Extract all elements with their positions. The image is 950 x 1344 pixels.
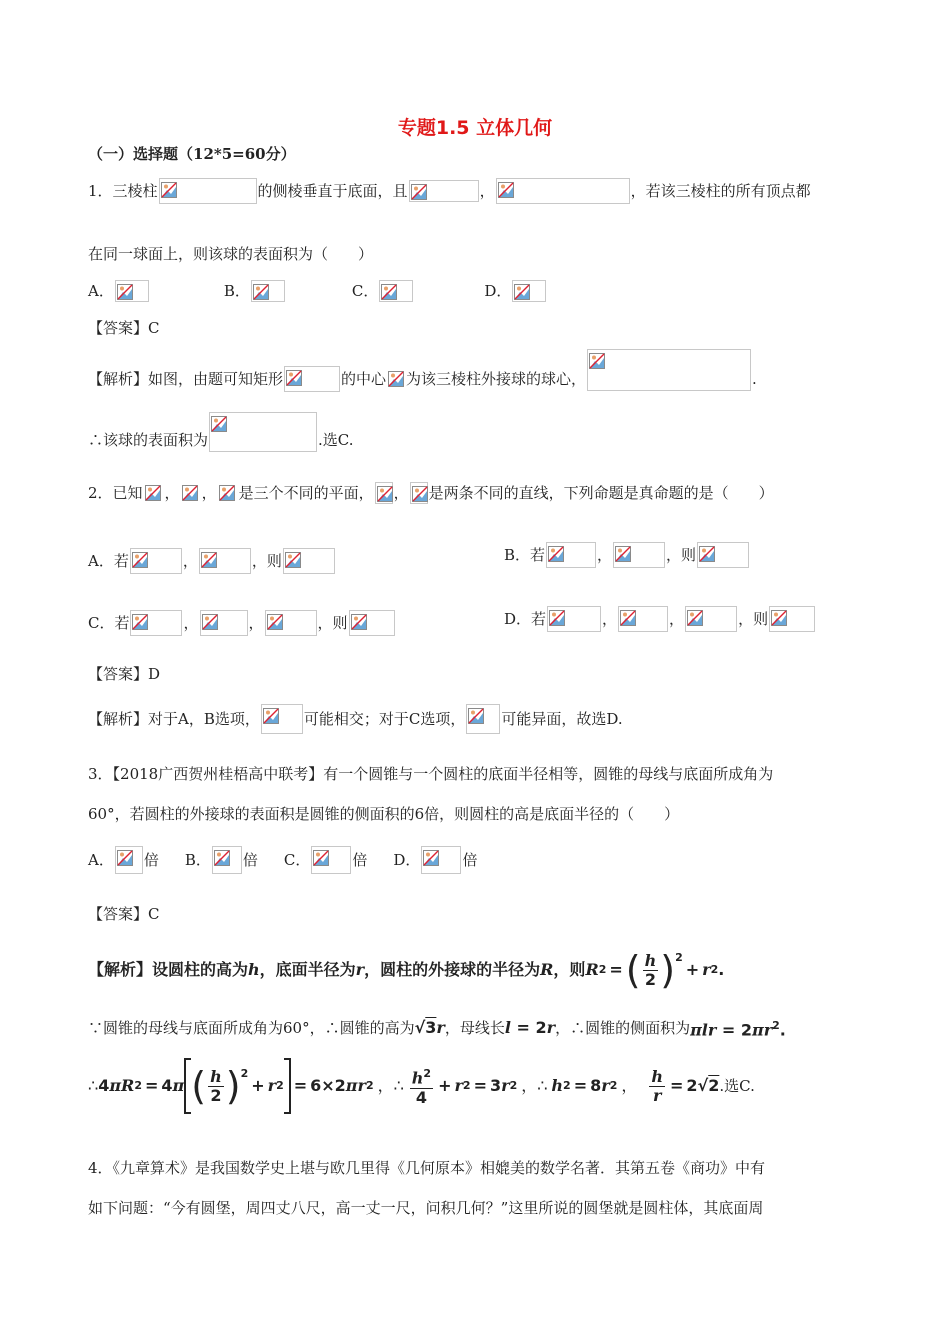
q1-exp-d: . (752, 370, 757, 388)
q1-exp2-a: ∴该球的表面积为 (88, 431, 209, 449)
q3-exp1-b: ，底面半径为 (259, 960, 356, 979)
broken-image-icon (263, 708, 279, 724)
broken-image-icon (381, 284, 397, 300)
q3-exp1-c: ，圆柱的外接球的半径为 (364, 960, 541, 979)
broken-image-icon (117, 850, 133, 866)
broken-image-icon (201, 552, 217, 568)
question-2-option-b (504, 542, 750, 568)
option-c-label: C．若 (88, 614, 130, 632)
broken-image-icon (182, 485, 198, 501)
comma: ， (182, 552, 198, 570)
bei-text: 倍 (143, 851, 159, 869)
option-d-label: D． (393, 851, 421, 869)
broken-image-icon (615, 546, 631, 562)
formula-image (130, 548, 182, 574)
broken-image-icon (132, 552, 148, 568)
broken-image-icon (351, 614, 367, 630)
question-2-option-c (88, 610, 396, 636)
gamma-image (218, 482, 238, 504)
m-image (375, 482, 393, 504)
comma: ， (248, 614, 264, 632)
q1-exp-b: 的中心 (341, 370, 387, 388)
option-a-image (115, 280, 149, 302)
option-c-label: C． (283, 851, 311, 869)
question-4-line-1: 4．《九章算术》是我国数学史上堪与欧几里得《几何原本》相媲美的数学名著．其第五卷《商功》中有 (88, 1159, 766, 1177)
q2-exp-a: 【解析】对于A，B选项， (88, 710, 260, 728)
broken-image-icon (285, 552, 301, 568)
broken-image-icon (219, 485, 235, 501)
formula-image (200, 610, 248, 636)
q2-text-f: 是两条不同的直线，下列命题是真命题的是（ ） (428, 484, 774, 502)
formula-image (618, 606, 668, 632)
broken-image-icon (253, 284, 269, 300)
option-a-label: A． (88, 282, 114, 300)
q2-text-c: ， (201, 484, 217, 502)
option-b-label: B． (184, 851, 211, 869)
broken-image-icon (132, 614, 148, 630)
broken-image-icon (161, 182, 177, 198)
question-1-line-2: 在同一球面上，则该球的表面积为（ ） (88, 245, 374, 263)
q1-exp-a: 【解析】如图，由题可知矩形 (88, 370, 284, 388)
broken-image-icon (514, 284, 530, 300)
section-heading: （一）选择题（12*5=60分） (88, 145, 296, 163)
question-2-explanation (88, 704, 623, 734)
broken-image-icon (771, 610, 787, 626)
formula-image (209, 412, 317, 452)
option-d-label: D．若 (504, 610, 547, 628)
formula-image (697, 542, 749, 568)
option-c-image (379, 280, 413, 302)
formula-image (265, 610, 317, 636)
then-text: ，则 (317, 614, 348, 632)
option-b-label: B． (223, 282, 250, 300)
formula-image (613, 542, 665, 568)
broken-image-icon (267, 614, 283, 630)
q2-exp-b: 可能相交；对于C选项， (303, 710, 466, 728)
option-a-label: A． (88, 851, 114, 869)
equation-slant-height: l = 2r (504, 1018, 556, 1038)
broken-image-icon (468, 708, 484, 724)
broken-image-icon (423, 850, 439, 866)
option-b-image (251, 280, 285, 302)
q2-text-b: ， (164, 484, 180, 502)
formula-image (159, 178, 257, 204)
broken-image-icon (498, 182, 514, 198)
var-R: R (540, 960, 554, 979)
page-title: 专题1.5 立体几何 (397, 117, 553, 139)
option-b-image (212, 846, 242, 874)
broken-image-icon (211, 416, 227, 432)
q1-exp-c: 为该三棱柱外接球的球心， (406, 370, 587, 388)
q3-exp1-a: 【解析】设圆柱的高为 (88, 960, 249, 979)
alpha-image (144, 482, 164, 504)
question-1-line-1 (88, 178, 811, 204)
question-1-explanation-2 (88, 428, 354, 452)
option-d-label: D． (484, 282, 512, 300)
q1-text-c: ， (479, 182, 495, 200)
option-c-label: C． (351, 282, 379, 300)
option-a-label: A．若 (88, 552, 129, 570)
bei-text: 倍 (352, 851, 368, 869)
question-2-answer: 【答案】D (88, 665, 161, 683)
broken-image-icon (145, 485, 161, 501)
formula-image (261, 704, 303, 734)
formula-image (496, 178, 630, 204)
comma: ， (602, 610, 618, 628)
option-d-image (512, 280, 546, 302)
question-3-answer: 【答案】C (88, 905, 160, 923)
comma: ， (669, 610, 685, 628)
formula-image (283, 548, 335, 574)
question-3-options (88, 846, 477, 874)
broken-image-icon (549, 610, 565, 626)
n-image (410, 482, 428, 504)
question-1-options (88, 280, 547, 302)
q2-text-a: 2．已知 (88, 484, 143, 502)
question-4-line-2: 如下问题：“今有圆堡，周四丈八尺，高一丈一尺，问积几何？”这里所说的圆堡就是圆柱体，其底面周 (88, 1199, 764, 1217)
formula-image (466, 704, 500, 734)
bei-text: 倍 (242, 851, 258, 869)
q3-exp2-b: ，母线长 (444, 1019, 505, 1038)
question-3-explanation-1 (88, 950, 724, 990)
question-2-line-1 (88, 482, 774, 504)
question-3-explanation-2 (88, 1016, 786, 1040)
broken-image-icon (412, 486, 428, 502)
equation-cone-height: √3r (414, 1018, 445, 1038)
formula-image (547, 606, 601, 632)
broken-image-icon (286, 370, 302, 386)
question-3-line-1: 3．【2018广西贺州桂梧高中联考】有一个圆锥与一个圆柱的底面半径相等，圆锥的母线与底面所成角为 (88, 765, 774, 783)
option-d-image (421, 846, 461, 874)
q3-exp2-c: ，∴圆锥的侧面积为 (555, 1019, 691, 1038)
q1-text-a: 1．三棱柱 (88, 182, 158, 200)
formula-image (409, 180, 479, 202)
equation-lateral-area: $\pi lr = 2\pi r^2$. (690, 1019, 786, 1040)
option-b-label: B．若 (504, 546, 546, 564)
then-text: ，则 (666, 546, 697, 564)
then-text: ，则 (738, 610, 769, 628)
broken-image-icon (589, 353, 605, 369)
broken-image-icon (313, 850, 329, 866)
question-3-explanation-3 (88, 1058, 755, 1114)
broken-image-icon (377, 486, 393, 502)
q3-exp2-a: ∵圆锥的母线与底面所成角为60°，∴圆锥的高为 (88, 1019, 415, 1038)
question-3-line-2: 60°，若圆柱的外接球的表面积是圆锥的侧面积的6倍，则圆柱的高是底面半径的（ ） (88, 805, 680, 823)
broken-image-icon (620, 610, 636, 626)
broken-image-icon (548, 546, 564, 562)
formula-image (130, 610, 182, 636)
question-1-explanation-1 (88, 366, 757, 392)
formula-image (387, 368, 405, 390)
q2-text-e: ， (393, 484, 409, 502)
formula-image (284, 366, 340, 392)
q2-exp-c: 可能异面，故选D. (501, 710, 623, 728)
question-2-option-d (504, 606, 816, 632)
q1-exp2-b: .选C. (318, 431, 354, 449)
q3-exp1-d: ，则 (553, 960, 586, 979)
broken-image-icon (411, 184, 427, 200)
q1-text-d: ，若该三棱柱的所有顶点都 (630, 182, 811, 200)
q3-exp3-end: .选C. (719, 1077, 755, 1095)
var-r: r (355, 960, 365, 979)
formula-image (349, 610, 395, 636)
broken-image-icon (687, 610, 703, 626)
question-2-option-a (88, 548, 336, 574)
formula-image (769, 606, 815, 632)
var-h: h (248, 960, 260, 979)
option-a-image (115, 846, 143, 874)
equation-r-squared: R 2 = ( $\frac{h}{2}$ ) 2 + r 2 . (585, 948, 725, 992)
bei-text: 倍 (462, 851, 478, 869)
broken-image-icon (388, 371, 404, 387)
comma: ， (183, 614, 199, 632)
question-1-answer: 【答案】C (88, 319, 160, 337)
beta-image (181, 482, 201, 504)
formula-image (587, 349, 751, 391)
broken-image-icon (214, 850, 230, 866)
formula-image (199, 548, 251, 574)
broken-image-icon (202, 614, 218, 630)
formula-image (546, 542, 596, 568)
comma: ， (597, 546, 613, 564)
option-c-image (311, 846, 351, 874)
equation-main: ∴ 4 π R 2 = 4 π ( $\frac{h}{2}$ ) 2 + r 2 = 6×2 πr 2 ，∴ $\frac{h^2}{4}$ + r 2 = 3 r 2 ，∴ h 2 = 8 r 2 ， $\frac{h}{r}$ = 2√ 2 (88, 1058, 719, 1114)
q1-text-b: 的侧棱垂直于底面，且 (257, 182, 408, 200)
then-text: ，则 (251, 552, 282, 570)
formula-image (685, 606, 737, 632)
broken-image-icon (699, 546, 715, 562)
broken-image-icon (117, 284, 133, 300)
q2-text-d: 是三个不同的平面， (238, 484, 374, 502)
